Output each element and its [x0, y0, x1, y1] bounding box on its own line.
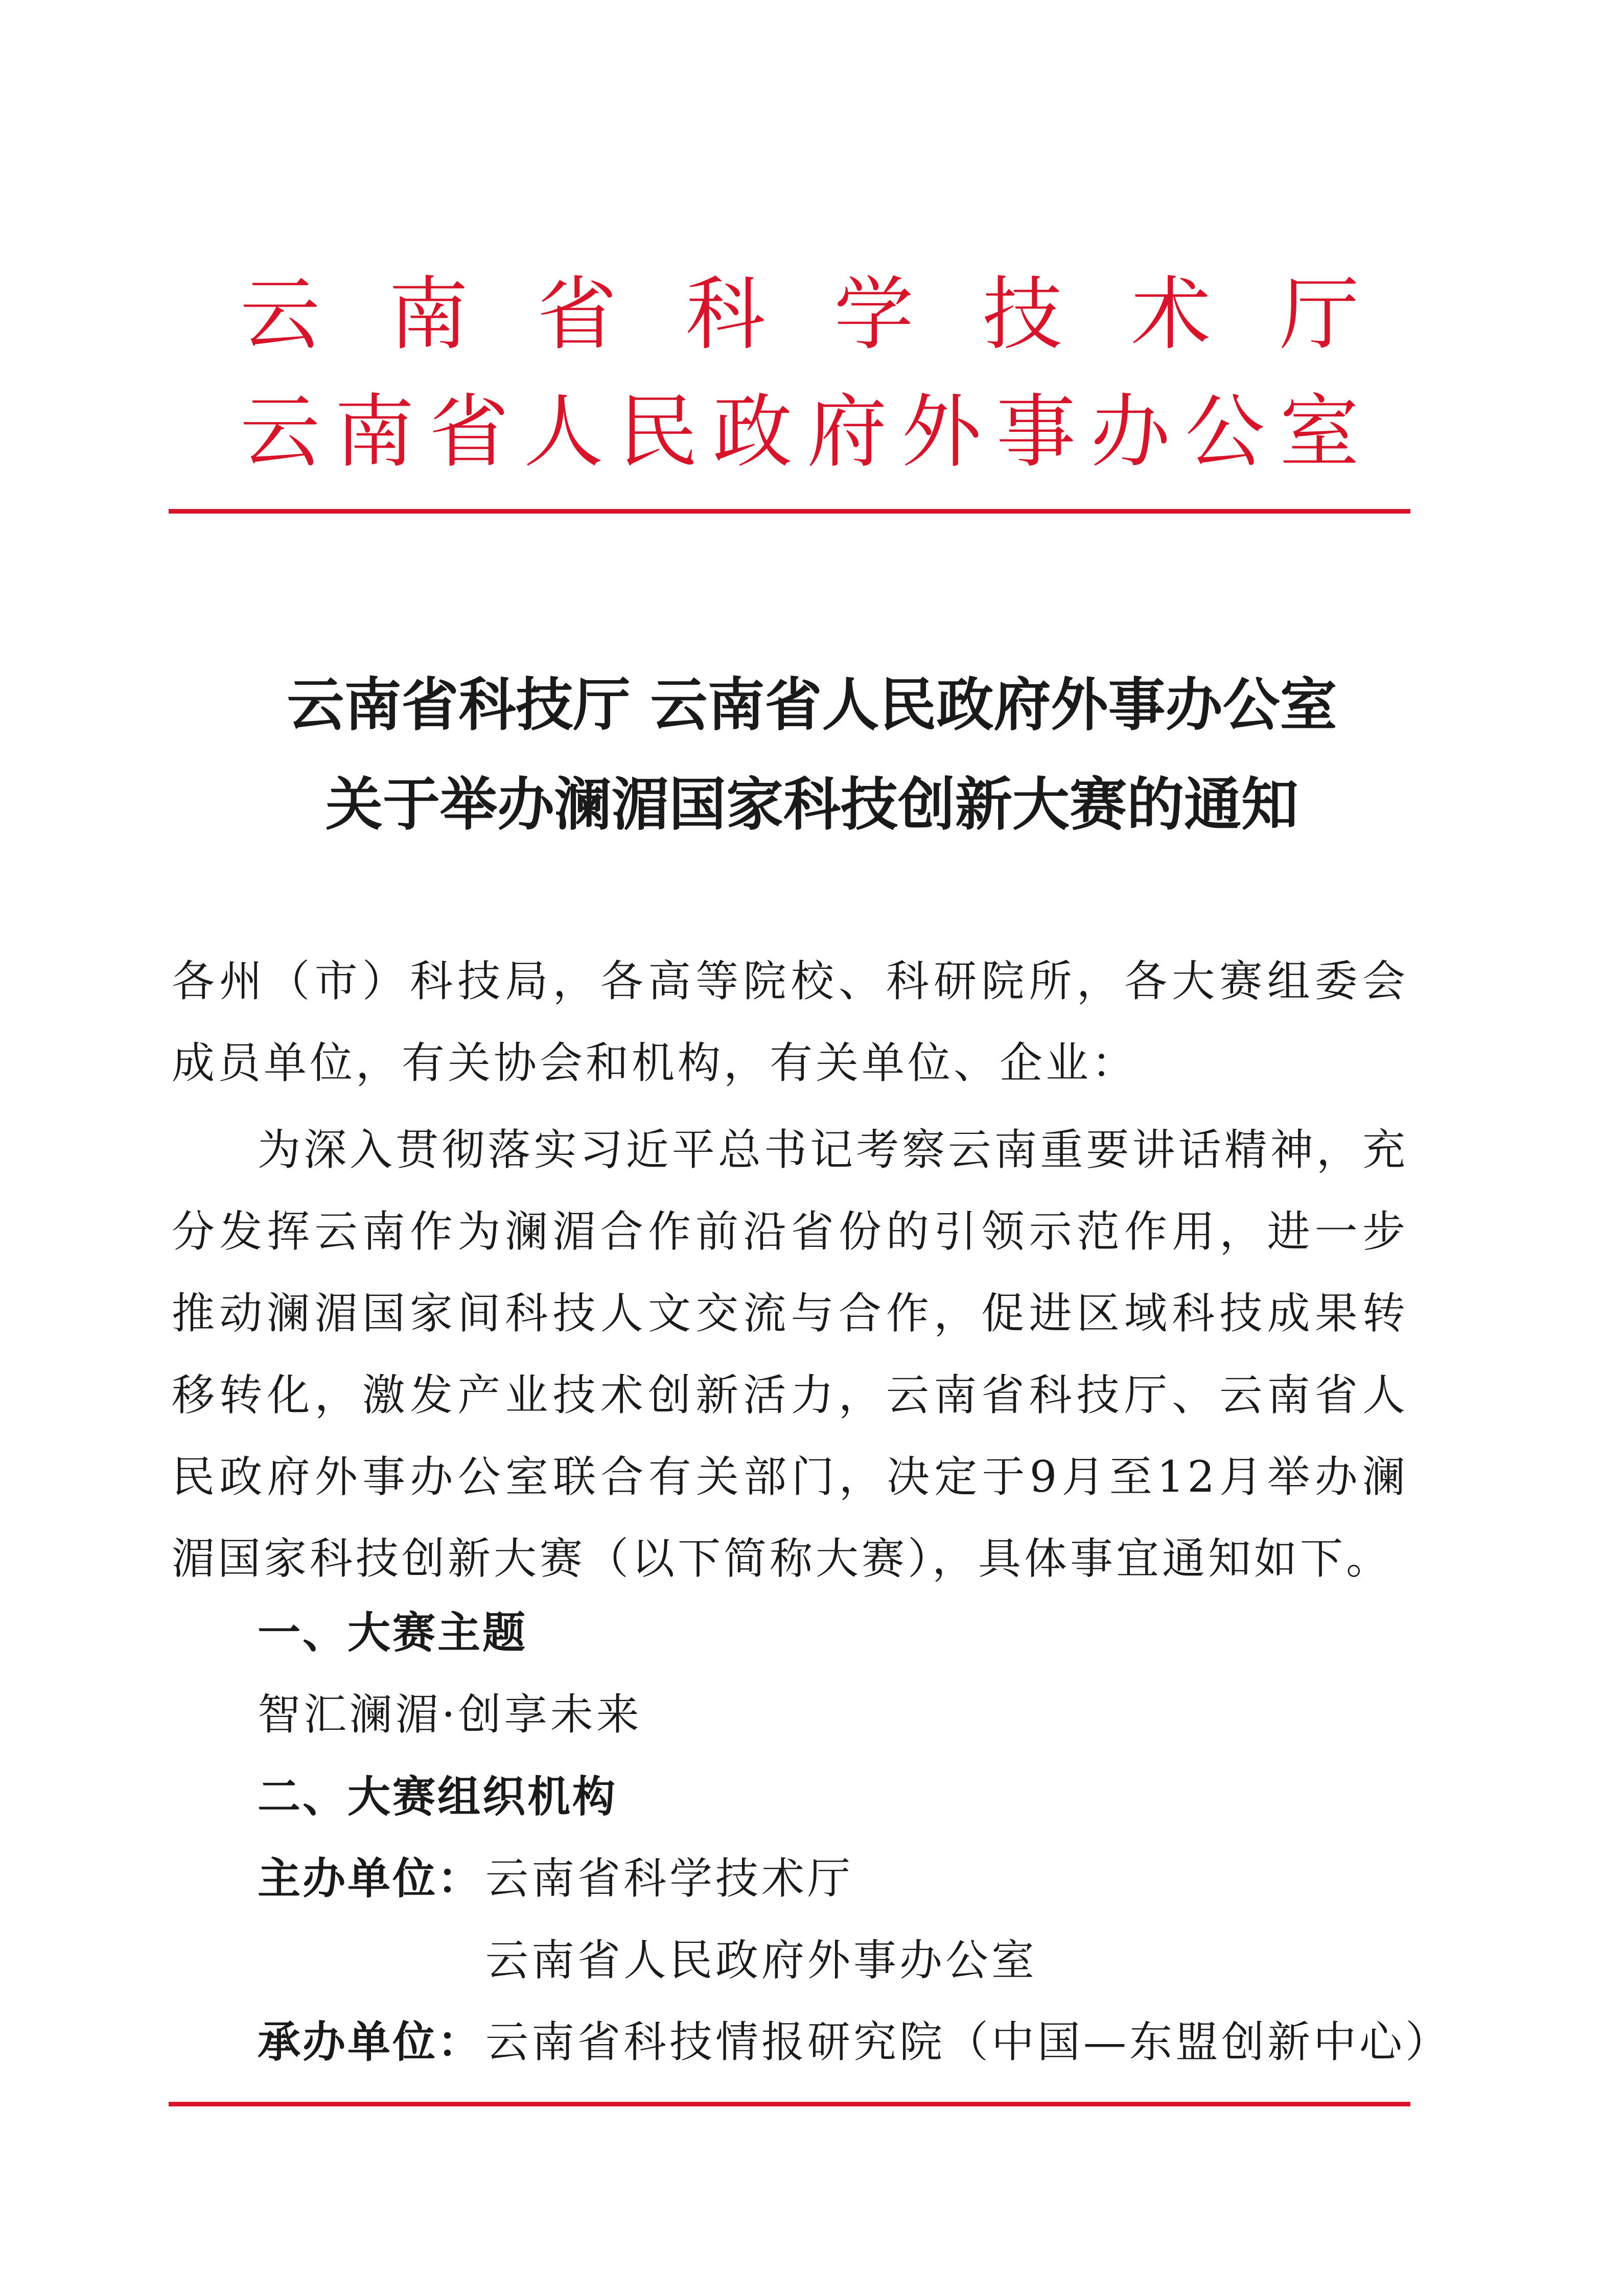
section-2-heading: 二、大赛组织机构 — [258, 1772, 618, 1822]
letterhead-char: 省 — [429, 385, 509, 478]
section-1-heading: 一、大赛主题 — [258, 1608, 528, 1658]
host-unit-label: 主办单位： — [258, 1853, 483, 1904]
letterhead-char: 公 — [1185, 385, 1265, 478]
footer-divider — [169, 2102, 1410, 2106]
host-unit-1: 云南省科学技术厅 — [485, 1853, 854, 1904]
competition-theme: 智汇澜湄·创享未来 — [258, 1689, 642, 1740]
letterhead-char: 民 — [618, 385, 698, 478]
letterhead-char: 云 — [240, 268, 320, 361]
letterhead-char: 厅 — [1279, 268, 1359, 361]
organizer-unit-1: 云南省科技情报研究院（中国—东盟创新中心） — [485, 2017, 1452, 2067]
letterhead-char: 技 — [982, 268, 1062, 361]
letterhead-char: 科 — [685, 268, 765, 361]
letterhead-divider — [169, 509, 1410, 514]
letterhead-char: 事 — [996, 385, 1076, 478]
letterhead-char: 政 — [712, 385, 793, 478]
letterhead-char: 室 — [1279, 385, 1359, 478]
host-unit-2: 云南省人民政府外事办公室 — [485, 1935, 1038, 1985]
letterhead-char: 南 — [334, 385, 414, 478]
letterhead-char: 外 — [901, 385, 982, 478]
letterhead-char: 府 — [807, 385, 887, 478]
salutation-paragraph: 各州（市）科技局，各高等院校、科研院所，各大赛组委会成员单位，有关协会和机构，有关单位、企业： — [172, 956, 1408, 1088]
letterhead-char: 南 — [388, 268, 469, 361]
document-title-line-2: 关于举办澜湄国家科技创新大赛的通知 — [326, 772, 1298, 838]
letterhead-char: 人 — [523, 385, 604, 478]
letterhead-char: 术 — [1131, 268, 1211, 361]
letterhead-line-2 — [240, 386, 1359, 478]
organizer-unit-label: 承办单位： — [258, 2017, 483, 2067]
letterhead-line-1 — [240, 268, 1359, 360]
letterhead-char: 学 — [834, 268, 914, 361]
intro-paragraph: 为深入贯彻落实习近平总书记考察云南重要讲话精神，充分发挥云南作为澜湄合作前沿省份的引领示范作用，进一步推动澜湄国家间科技人文交流与合作，促进区域科技成果转移转化，激发产业技术创新活力，云南省科技厅、云南省人民政府外事办公室联合有关部门，决定于9月至12月举办澜湄国家科技创新大赛（以下简称大赛），具体事宜通知如下。 — [172, 1125, 1408, 1584]
letterhead-char: 办 — [1091, 385, 1171, 478]
letterhead-char: 云 — [240, 385, 320, 478]
letterhead-char: 省 — [537, 268, 617, 361]
document-title-line-1: 云南省科技厅 云南省人民政府外事办公室 — [287, 672, 1337, 738]
